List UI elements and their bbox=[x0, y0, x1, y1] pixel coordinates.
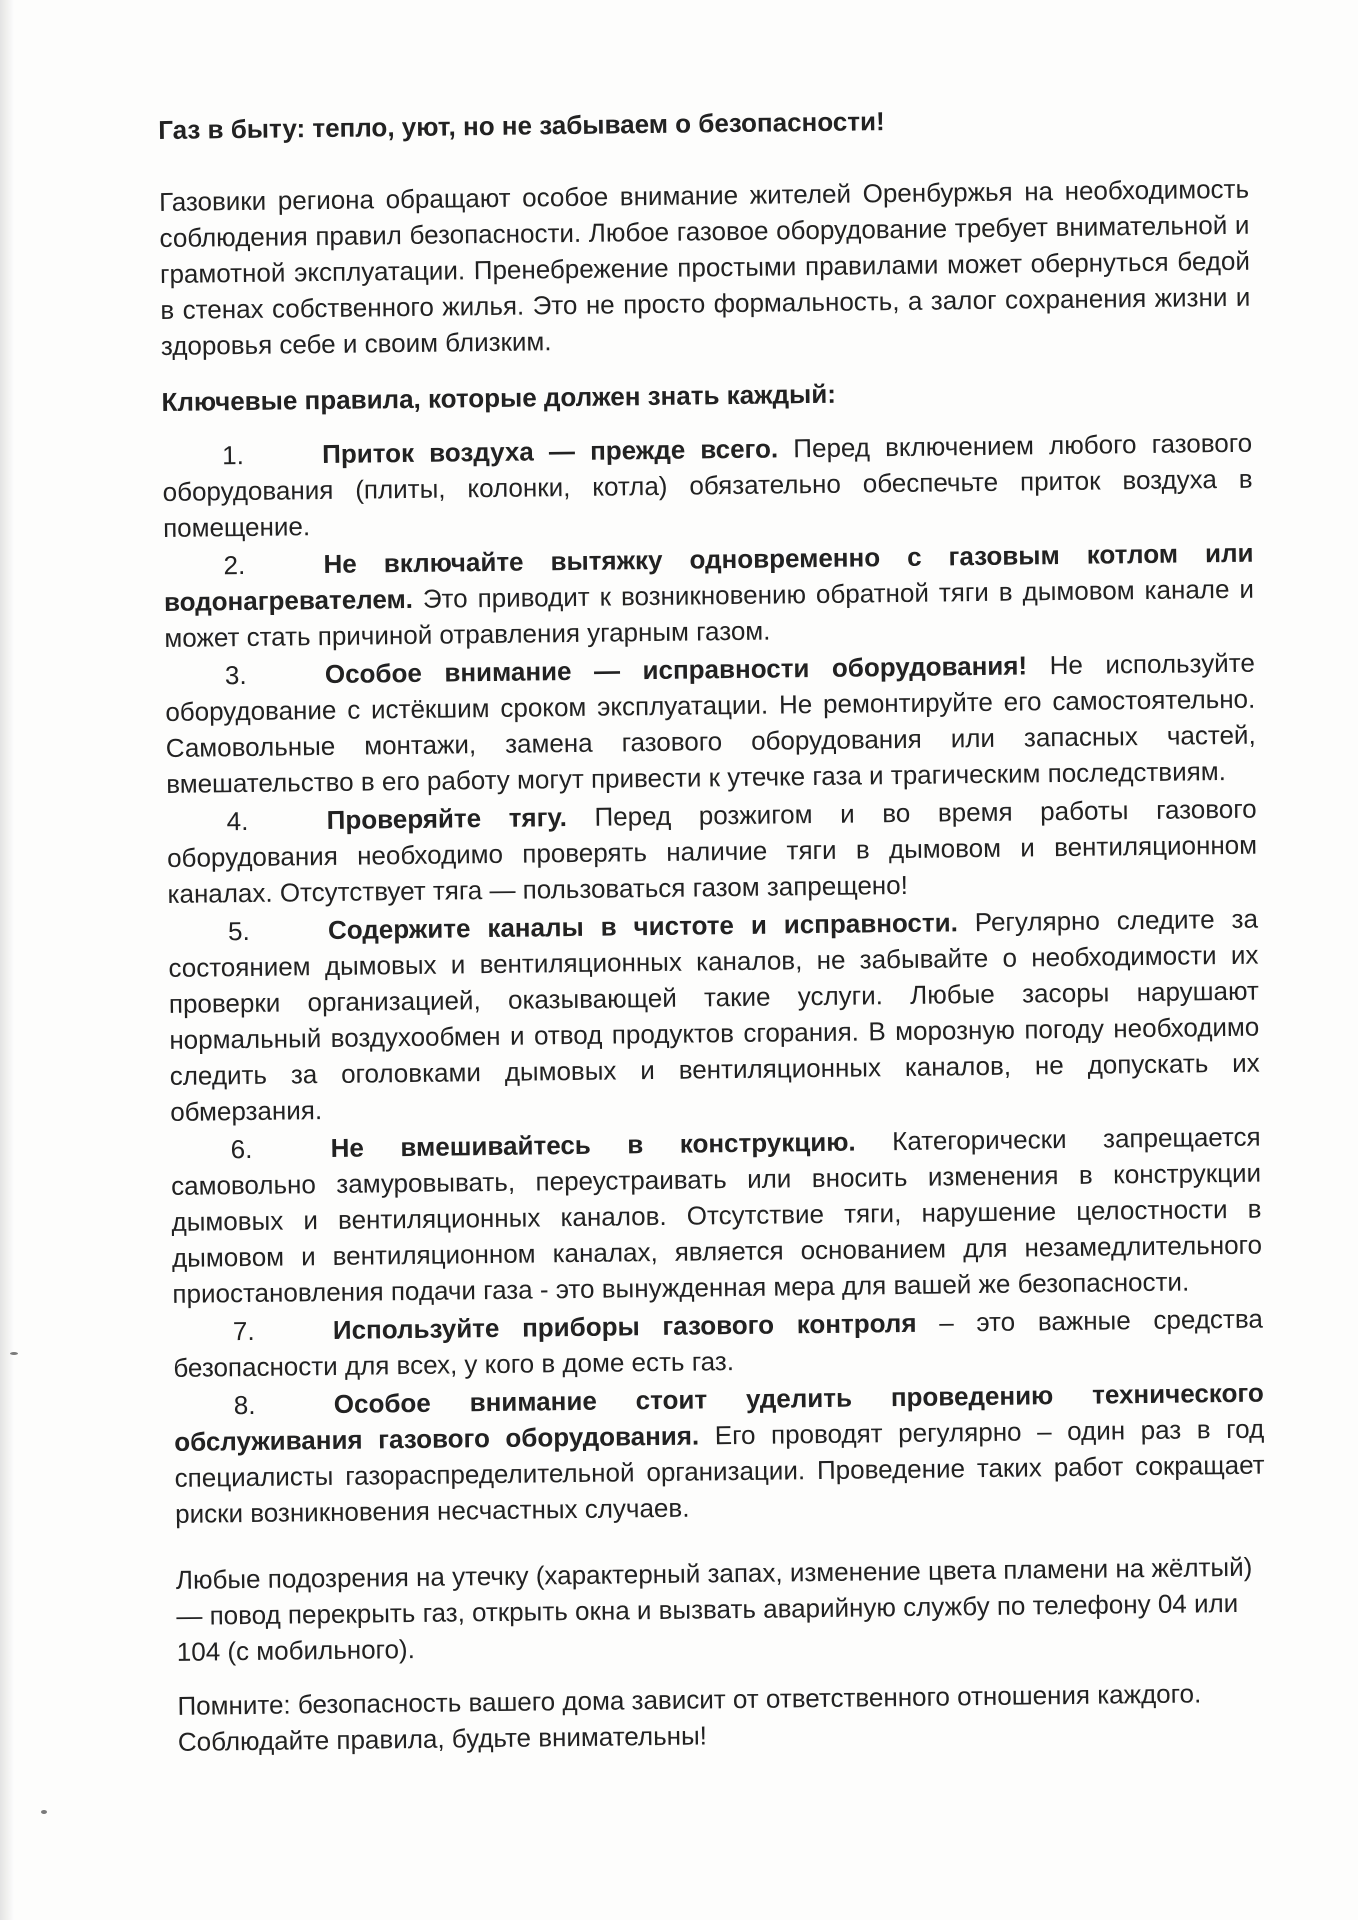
rule-number: 2. bbox=[223, 549, 246, 581]
closing-paragraph: Помните: безопасность вашего дома зависит от ответственного отношения каждого. Соблюдайте правила, будьте внимательны! bbox=[177, 1678, 1202, 1757]
rule-number: 5. bbox=[227, 915, 250, 947]
rule-heading: Приток воздуха — прежде всего. bbox=[322, 433, 779, 470]
rule-item bbox=[162, 425, 1253, 546]
document-title: Газ в быту: тепло, уют, но не забываем о безопасности! bbox=[158, 106, 885, 145]
rule-item bbox=[165, 645, 1257, 802]
rule-number: 6. bbox=[230, 1133, 253, 1165]
rule-text: – это важные средства безопасности для всех, у кого в доме есть газ. bbox=[173, 1303, 1264, 1383]
rule-text: Перед розжигом и во время работы газового оборудования необходимо проверять наличие тяги в дымовом и вентиляционном каналах. Отсутствует тяга — пользоваться газом запрещено! bbox=[166, 793, 1258, 909]
scan-mark bbox=[10, 1352, 18, 1355]
rule-number: 1. bbox=[222, 439, 245, 471]
rule-heading: Проверяйте тягу. bbox=[326, 802, 568, 835]
scan-speck bbox=[41, 1810, 47, 1814]
document-body bbox=[158, 99, 1268, 1760]
rule-number: 4. bbox=[226, 805, 249, 837]
rule-heading: Содержите каналы в чистоте и исправности. bbox=[327, 907, 959, 945]
rule-item bbox=[163, 535, 1254, 656]
rule-item bbox=[168, 901, 1261, 1130]
rule-heading: Используйте приборы газового контроля bbox=[332, 1307, 917, 1345]
rule-heading: Особое внимание — исправности оборудования! bbox=[324, 650, 1028, 690]
rule-heading: Не включайте вытяжку одновременно с газовым котлом или водонагревателем. bbox=[163, 537, 1254, 617]
rule-number: 3. bbox=[224, 659, 247, 691]
rule-item bbox=[170, 1119, 1262, 1312]
rule-text: Не используйте оборудование с истёкшим сроком эксплуатации. Не ремонтируйте его самостоятельно. Самовольные монтажи, замена газового оборудования или запасных частей, вмешательство в его работу могут привести к утечке газа и трагическим последствиям. bbox=[165, 647, 1256, 799]
rules-list bbox=[162, 425, 1265, 1532]
rule-item bbox=[173, 1301, 1264, 1386]
rule-number: 8. bbox=[233, 1389, 256, 1421]
rule-heading: Не вмешивайтесь в конструкцию. bbox=[330, 1126, 856, 1163]
rule-item bbox=[174, 1375, 1266, 1532]
rule-number: 7. bbox=[232, 1315, 255, 1347]
leak-warning-paragraph: Любые подозрения на утечку (характерный запах, изменение цвета пламени на жёлтый) — повод перекрыть газ, открыть окна и вызвать аварийную службу по телефону 04 или 104 (с мобильного). bbox=[175, 1551, 1253, 1667]
rule-text: Его проводят регулярно – один раз в год специалисты газораспределительной организации. Проведение таких работ сокращает риски возникновения несчастных случаев. bbox=[174, 1413, 1265, 1529]
rule-text: Категорически запрещается самовольно замуровывать, переустраивать или вносить изменения в конструкции дымовых и вентиляционных каналов. Отсутствие тяги, нарушение целостности в дымовом и вентиляционном каналах, является основанием для незамедлительного приостановления подачи газа - это вынужденная мера для вашей же безопасности. bbox=[170, 1121, 1263, 1309]
rule-text: Это приводит к возникновению обратной тяги в дымовом канале и может стать причиной отравления угарным газом. bbox=[164, 573, 1255, 653]
rule-heading: Особое внимание стоит уделить проведению технического обслуживания газового оборудования. bbox=[174, 1377, 1264, 1457]
rules-heading: Ключевые правила, которые должен знать каждый: bbox=[161, 378, 837, 417]
rule-text: Регулярно следите за состоянием дымовых и вентиляционных каналов, не забывайте о необходимости их проверки организацией, оказывающей такие услуги. Любые засоры нарушают нормальный воздухообмен и отвод продуктов сгорания. В морозную погоду необходимо следить за оголовками дымовых и вентиляционных каналов, не допускать их обмерзания. bbox=[168, 903, 1260, 1127]
rule-text: Перед включением любого газового оборудования (плиты, колонки, котла) обязательно обеспечьте приток воздуха в помещение. bbox=[162, 427, 1253, 543]
rule-item bbox=[166, 791, 1257, 912]
page-edge-shadow bbox=[0, 0, 14, 1920]
intro-paragraph: Газовики региона обращают особое внимание жителей Оренбуржья на необходимость соблюдения правил безопасности. Любое газовое оборудование требует внимательной и грамотной эксплуатации. Пренебрежение простыми правилами может обернуться бедой в стенах собственного жилья. Это не просто формальность, а залог сохранения жизни и здоровья себе и своим близким. bbox=[158, 173, 1251, 361]
